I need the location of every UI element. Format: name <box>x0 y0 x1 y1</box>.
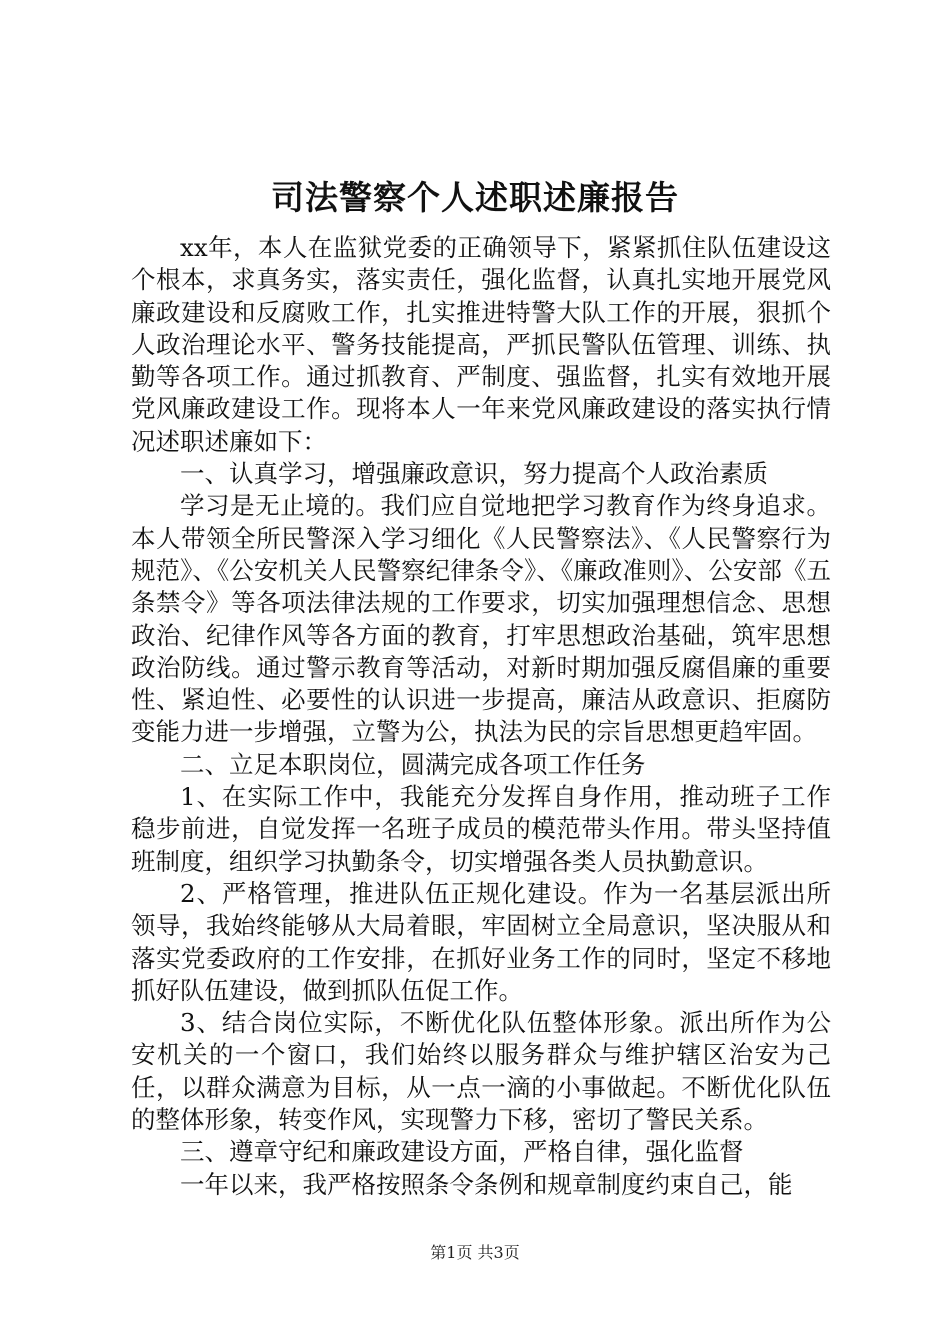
section-heading-3: 三、遵章守纪和廉政建设方面，严格自律，强化监督 <box>180 1137 744 1167</box>
paragraph-item-1: 1、在实际工作中，我能充分发挥自身作用，推动班子工作稳步前进，自觉发挥一名班子成员的模范带头作用。带头坚持值班制度，组织学习执勤条令，切实增强各类人员执勤意识。 <box>131 782 831 876</box>
paragraph-study: 学习是无止境的。我们应自觉地把学习教育作为终身追求。本人带领全所民警深入学习细化《人民警察法》、《人民警察行为规范》、《公安机关人民警察纪律条令》、《廉政准则》、公安部《五条禁令》等各项法律法规的工作要求，切实加强理想信念、思想政治、纪律作风等各方面的教育，打牢思想政治基础，筑牢思想政治防线。通过警示教育等活动，对新时期加强反腐倡廉的重要性、紧迫性、必要性的认识进一步提高，廉洁从政意识、拒腐防变能力进一步增强，立警为公，执法为民的宗旨思想更趋牢固。 <box>131 491 831 747</box>
paragraph-item-2: 2、严格管理，推进队伍正规化建设。作为一名基层派出所领导，我始终能够从大局着眼，牢固树立全局意识，坚决服从和落实党委政府的工作安排，在抓好业务工作的同时，坚定不移地抓好队伍建设，做到抓队伍促工作。 <box>131 878 831 1005</box>
document-body <box>131 232 831 1201</box>
section-heading-1: 一、认真学习，增强廉政意识，努力提高个人政治素质 <box>180 459 768 489</box>
section-heading-2: 二、立足本职岗位，圆满完成各项工作任务 <box>180 749 646 779</box>
paragraph-discipline: 一年以来，我严格按照条令条例和规章制度约束自己，能 <box>180 1169 793 1199</box>
page-footer: 第1页 共3页 <box>430 1243 520 1262</box>
document-title: 司法警察个人述职述廉报告 <box>271 178 679 217</box>
paragraph-item-3: 3、结合岗位实际，不断优化队伍整体形象。派出所作为公安机关的一个窗口，我们始终以服务群众与维护辖区治安为己任，以群众满意为目标，从一点一滴的小事做起。不断优化队伍的整体形象，转变作风，实现警力下移，密切了警民关系。 <box>131 1008 831 1135</box>
paragraph-intro: xx年，本人在监狱党委的正确领导下，紧紧抓住队伍建设这个根本，求真务实，落实责任，强化监督，认真扎实地开展党风廉政建设和反腐败工作，扎实推进特警大队工作的开展，狠抓个人政治理论水平、警务技能提高，严抓民警队伍管理、训练、执勤等各项工作。通过抓教育、严制度、强监督，扎实有效地开展党风廉政建设工作。现将本人一年来党风廉政建设的落实执行情况述职述廉如下： <box>131 233 831 456</box>
